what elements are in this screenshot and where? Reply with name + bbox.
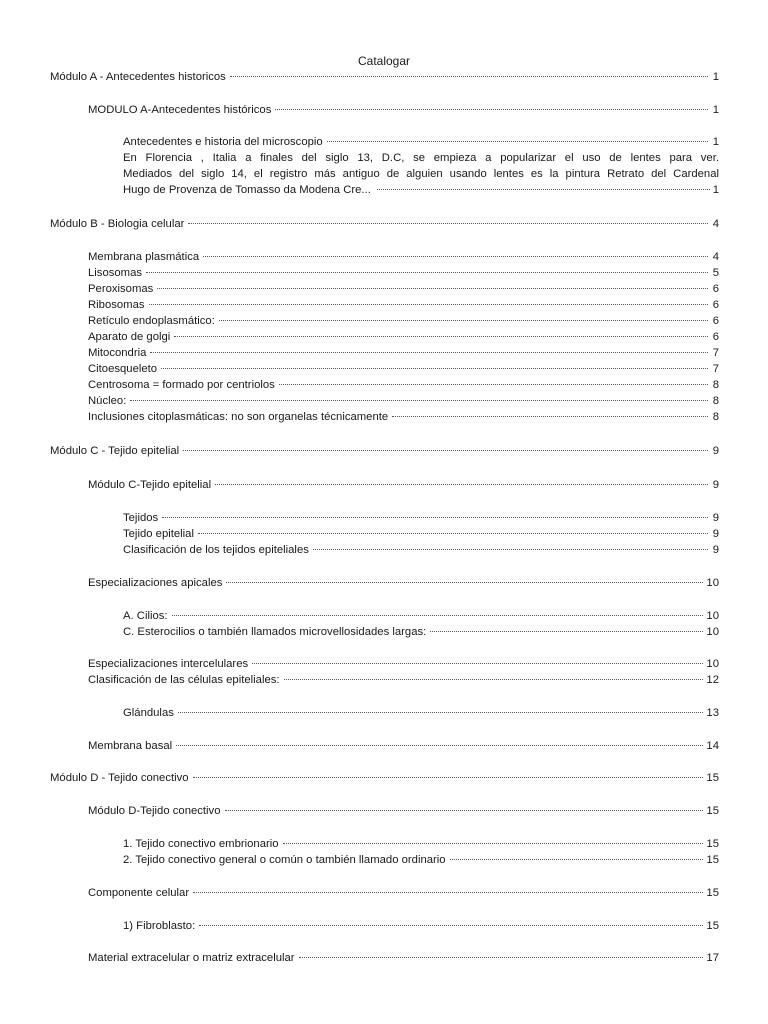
page-number: 9 [712, 528, 719, 540]
page-number: 4 [712, 251, 719, 263]
toc-entry[interactable] [123, 608, 719, 624]
toc-entry[interactable] [88, 281, 719, 297]
toc-entry-title: 1) Fibroblasto: [123, 920, 196, 932]
toc-entry[interactable] [88, 803, 719, 819]
page-number: 4 [712, 218, 719, 230]
leader-dots [225, 810, 704, 811]
leader-dots [392, 416, 708, 417]
leader-dots [178, 712, 704, 713]
toc-entry[interactable] [123, 705, 719, 721]
page-number: 6 [712, 331, 719, 343]
leader-dots [174, 336, 708, 337]
paragraph-line: Hugo de Provenza de Tomasso da Modena Cre... [123, 184, 371, 196]
toc-entry[interactable] [88, 313, 719, 329]
toc-entry-title: Membrana plasmática [88, 251, 200, 263]
toc-entry[interactable] [123, 134, 719, 150]
toc-entry-title: Módulo C - Tejido epitelial [50, 445, 180, 457]
toc-entry-title: Centrosoma = formado por centriolos [88, 379, 275, 391]
paragraph-line: En Florencia , Italia a finales del siglo 13, D.C, se empieza a popularizar el uso de lentes para ver. [123, 152, 719, 164]
toc-entry-title: Módulo A - Antecedentes historicos [50, 71, 226, 83]
toc-entry-title: Especializaciones intercelulares [88, 658, 249, 670]
page-number: 7 [712, 363, 719, 375]
leader-dots [299, 957, 704, 958]
page-number: 1 [712, 71, 719, 83]
toc-entry[interactable] [88, 265, 719, 281]
leader-dots [176, 745, 703, 746]
toc-entry-title: Módulo B - Biologia celular [50, 218, 185, 230]
toc-entry-title: Módulo D-Tejido conectivo [88, 805, 221, 817]
page-number: 7 [712, 347, 719, 359]
leader-dots [150, 352, 708, 353]
toc-entry-title: Núcleo: [88, 395, 127, 407]
leader-dots [203, 256, 708, 257]
toc-entry[interactable] [88, 950, 719, 966]
page-number: 5 [712, 267, 719, 279]
toc-entry-title: Módulo C-Tejido epitelial [88, 479, 212, 491]
toc-entry[interactable] [88, 297, 719, 313]
toc-entry[interactable] [88, 477, 719, 493]
toc-entry-title: Membrana basal [88, 740, 173, 752]
toc-entry[interactable] [88, 575, 719, 591]
toc-entry[interactable] [88, 249, 719, 265]
leader-dots [193, 777, 704, 778]
toc-entry-title: Antecedentes e historia del microscopio [123, 136, 323, 148]
leader-dots [172, 615, 704, 616]
toc-entry[interactable] [88, 102, 719, 118]
page-number: 6 [712, 283, 719, 295]
page-number: 9 [712, 479, 719, 491]
leader-dots [219, 320, 708, 321]
toc-entry[interactable] [88, 393, 719, 409]
toc-entry-title: 1. Tejido conectivo embrionario [123, 838, 279, 850]
toc-entry[interactable] [50, 443, 719, 459]
leader-dots [215, 484, 708, 485]
leader-dots [149, 304, 708, 305]
toc-entry-title: Ribosomas [88, 299, 145, 311]
toc-entry[interactable] [123, 918, 719, 934]
page-number: 10 [706, 610, 719, 622]
leader-dots [230, 76, 708, 77]
leader-dots [450, 859, 704, 860]
page-number: 8 [712, 379, 719, 391]
toc-entry[interactable] [88, 329, 719, 345]
page-number: 17 [706, 952, 719, 964]
toc-entry[interactable] [123, 852, 719, 868]
page-number: 12 [706, 674, 719, 686]
page-number: 6 [712, 315, 719, 327]
toc-entry[interactable] [88, 885, 719, 901]
page-number: 1 [712, 184, 719, 196]
toc-entry[interactable] [88, 345, 719, 361]
toc-entry[interactable] [123, 526, 719, 542]
page-number: 15 [706, 854, 719, 866]
toc-entry-title: Glándulas [123, 707, 174, 719]
toc-entry[interactable] [123, 542, 719, 558]
toc-entry[interactable] [123, 510, 719, 526]
leader-dots [377, 189, 710, 190]
toc-entry-title: Componente celular [88, 887, 190, 899]
page-number: 15 [706, 920, 719, 932]
leader-dots [161, 368, 708, 369]
leader-dots [283, 843, 704, 844]
leader-dots [198, 533, 708, 534]
toc-entry[interactable] [123, 624, 719, 640]
page-number: 15 [706, 772, 719, 784]
page-number: 15 [706, 805, 719, 817]
toc-entry[interactable] [88, 672, 719, 688]
page-number: 10 [706, 626, 719, 638]
leader-dots [313, 549, 708, 550]
page-number: 9 [712, 544, 719, 556]
leader-dots [183, 450, 708, 451]
leader-dots [199, 925, 703, 926]
leader-dots [284, 679, 704, 680]
toc-entry-title: Citoesqueleto [88, 363, 158, 375]
leader-dots [430, 631, 703, 632]
leader-dots [146, 272, 708, 273]
page-number: 15 [706, 838, 719, 850]
toc-entry[interactable] [88, 656, 719, 672]
leader-dots [275, 109, 708, 110]
toc-entry-title: Aparato de golgi [88, 331, 171, 343]
page-title: Catalogar [357, 54, 411, 68]
toc-entry-title: Inclusiones citoplasmáticas: no son organelas técnicamente [88, 411, 389, 423]
toc-entry[interactable] [88, 361, 719, 377]
toc-entry-title: A. Cilios: [123, 610, 168, 622]
toc-entry[interactable] [50, 216, 719, 232]
page-number: 1 [712, 104, 719, 116]
page-number: 14 [706, 740, 719, 752]
toc-entry[interactable] [88, 377, 719, 393]
page-number: 1 [712, 136, 719, 148]
toc-entry-title: Tejido epitelial [123, 528, 194, 540]
toc-entry[interactable] [50, 770, 719, 786]
leader-dots [279, 384, 708, 385]
page-number: 15 [706, 887, 719, 899]
page-number: 10 [706, 658, 719, 670]
leader-dots [327, 141, 708, 142]
leader-dots [188, 223, 708, 224]
leader-dots [157, 288, 708, 289]
leader-dots [193, 892, 703, 893]
paragraph-line: Mediados del siglo 14, el registro más antiguo de alguien usando lentes es la pintura Retrato del Cardenal [123, 168, 719, 180]
toc-entry-title: Mitocondria [88, 347, 147, 359]
toc-entry-title: Clasificación de los tejidos epiteliales [123, 544, 309, 556]
toc-entry[interactable] [123, 836, 719, 852]
page-number: 9 [712, 512, 719, 524]
leader-dots [252, 663, 703, 664]
page-number: 8 [712, 395, 719, 407]
toc-entry-title: MODULO A-Antecedentes históricos [88, 104, 272, 116]
toc-entry[interactable] [88, 738, 719, 754]
toc-entry-title: 2. Tejido conectivo general o común o también llamado ordinario [123, 854, 446, 866]
toc-paragraph-entry[interactable] [123, 150, 719, 198]
toc-entry-title: Tejidos [123, 512, 159, 524]
page-number: 10 [706, 577, 719, 589]
toc-entry-title: Módulo D - Tejido conectivo [50, 772, 189, 784]
toc-entry[interactable] [50, 69, 719, 85]
page-number: 6 [712, 299, 719, 311]
toc-entry-title: Lisosomas [88, 267, 142, 279]
toc-entry-title: Especializaciones apicales [88, 577, 223, 589]
page-number: 8 [712, 411, 719, 423]
toc-entry[interactable] [88, 409, 719, 425]
toc-entry-title: Peroxisomas [88, 283, 154, 295]
leader-dots [162, 517, 708, 518]
toc-entry-title: Material extracelular o matriz extracelular [88, 952, 295, 964]
toc-entry-title: Clasificación de las células epiteliales: [88, 674, 280, 686]
toc-entry-title: C. Esterocilios o también llamados microvellosidades largas: [123, 626, 427, 638]
toc-entry-title: Retículo endoplasmático: [88, 315, 215, 327]
leader-dots [226, 582, 703, 583]
page-number: 9 [712, 445, 719, 457]
leader-dots [130, 400, 708, 401]
page-number: 13 [706, 707, 719, 719]
